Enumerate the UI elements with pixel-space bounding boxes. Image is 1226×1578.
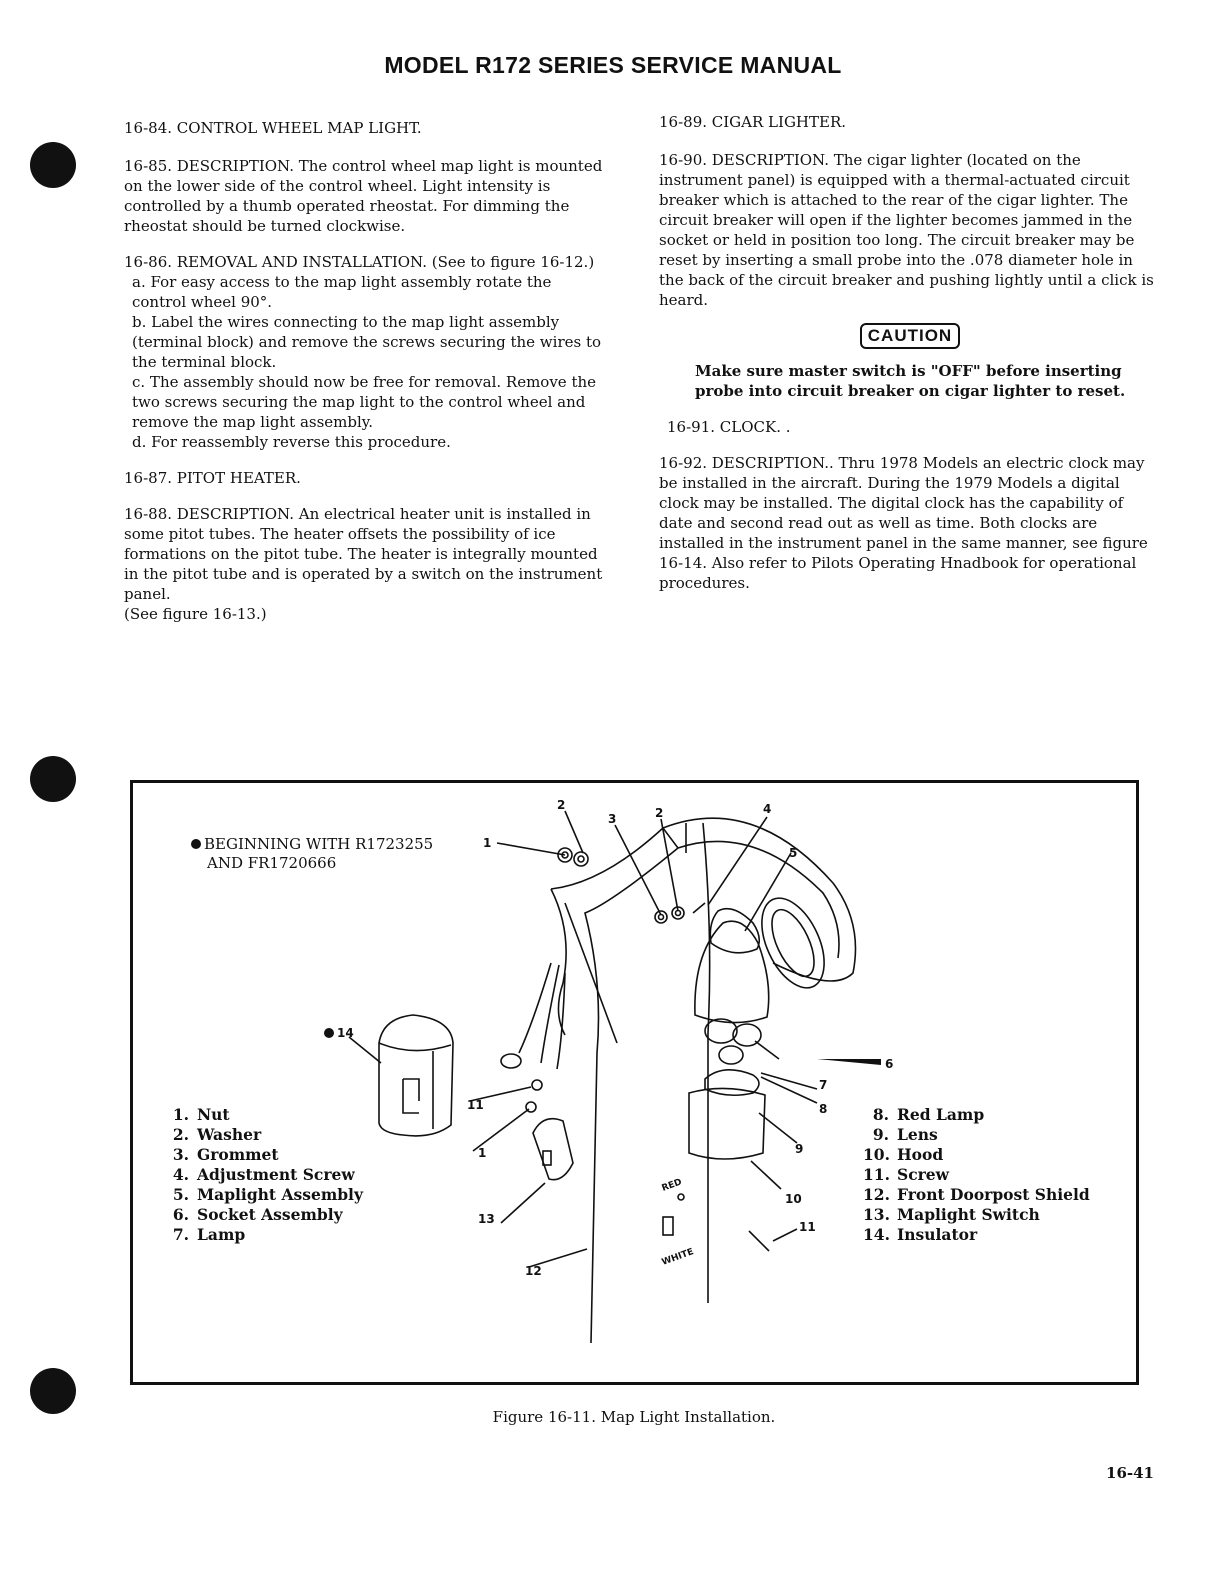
legend-item — [863, 1165, 1090, 1185]
left-column — [124, 118, 610, 624]
caution-text: Make sure master switch is "OFF" before inserting probe into circuit breaker on cigar lighter to reset. — [695, 362, 1126, 400]
legend-item — [863, 1125, 1090, 1145]
legend-item — [163, 1205, 363, 1225]
legend-label: Maplight Switch — [897, 1205, 1040, 1224]
white-terminal-label: WHITE — [660, 1247, 696, 1268]
legend-number: 3. — [172, 1145, 189, 1164]
legend-label: Lamp — [197, 1225, 246, 1244]
legend-item — [163, 1125, 363, 1145]
legend-number: 12. — [863, 1185, 890, 1204]
legend-number: 5. — [172, 1185, 189, 1204]
callout-8: 8 — [819, 1102, 828, 1116]
wire — [541, 965, 559, 1063]
legend-label: Front Doorpost Shield — [897, 1185, 1090, 1204]
callout-14: 14 — [337, 1026, 354, 1040]
callout-2: 2 — [557, 798, 566, 812]
legend-label: Adjustment Screw — [197, 1165, 355, 1184]
binder-hole — [30, 756, 76, 802]
callout-10: 10 — [785, 1192, 802, 1206]
callout-7: 7 — [819, 1078, 828, 1092]
legend-left — [163, 1105, 363, 1245]
callout-12: 12 — [525, 1264, 542, 1278]
legend-item — [863, 1205, 1090, 1225]
legend-number: 6. — [172, 1205, 189, 1224]
legend-item — [163, 1185, 363, 1205]
callout-1: 1 — [478, 1146, 487, 1160]
legend-right — [863, 1105, 1090, 1245]
callout-2: 2 — [655, 806, 664, 820]
legend-label: Lens — [897, 1125, 938, 1144]
legend-label: Screw — [897, 1165, 950, 1184]
list-item: c. The assembly should now be free for removal. Remove the two screws securing the map light to the control wheel and remove the map light assembly. — [132, 373, 597, 431]
page-number: 16-41 — [1106, 1464, 1154, 1482]
note-line: BEGINNING WITH R1723255 — [204, 835, 434, 853]
legend-number: 7. — [172, 1225, 189, 1244]
callout-11: 11 — [799, 1220, 816, 1234]
map-light-diagram — [133, 783, 1136, 1382]
section-heading: 16-87. PITOT HEATER. — [124, 469, 301, 487]
legend-number: 11. — [863, 1165, 890, 1184]
callout-11: 11 — [467, 1098, 484, 1112]
legend-number: 8. — [872, 1105, 889, 1124]
legend-number: 2. — [172, 1125, 189, 1144]
note-line: AND FR1720666 — [207, 854, 337, 872]
page-header: MODEL R172 SERIES SERVICE MANUAL — [384, 52, 842, 78]
right-column — [659, 112, 1161, 593]
callout-6: 6 — [885, 1057, 894, 1071]
legend-label: Grommet — [197, 1145, 279, 1164]
legend-item — [163, 1105, 363, 1125]
section-heading: 16-91. CLOCK. . — [667, 418, 791, 436]
legend-number: 1. — [172, 1105, 189, 1124]
legend-label: Red Lamp — [897, 1105, 985, 1124]
legend-label: Maplight Assembly — [197, 1185, 363, 1204]
legend-item — [863, 1185, 1090, 1205]
paragraph: (See figure 16-13.) — [124, 605, 267, 623]
wire — [519, 963, 551, 1053]
legend-number: 9. — [872, 1125, 889, 1144]
caution-label: CAUTION — [860, 323, 960, 349]
legend-number: 4. — [172, 1165, 189, 1184]
section-heading: 16-84. CONTROL WHEEL MAP LIGHT. — [124, 119, 422, 137]
paragraph: 16-90. DESCRIPTION. The cigar lighter (located on the instrument panel) is equipped with a thermal-actuated circuit breaker which is attached to the rear of the cigar lighter. The circuit breaker will open if the lighter becomes jammed in the socket or held in position too long. The circuit breaker may be reset by inserting a small probe into the .078 diameter hole in the back of the circuit breaker and pushing lightly until a click is heard. — [659, 151, 1154, 309]
callout-9: 9 — [795, 1142, 804, 1156]
legend-item — [163, 1165, 363, 1185]
paragraph: 16-88. DESCRIPTION. An electrical heater unit is installed in some pitot tubes. The heater offsets the possibility of ice formations on the pitot tube. The heater is integrally mounted in the pitot tube and is operated by a switch on the instrument panel. — [124, 505, 603, 603]
legend-item — [163, 1225, 363, 1245]
insulator — [379, 1015, 453, 1136]
legend-number: 10. — [863, 1145, 890, 1164]
binder-hole — [30, 142, 76, 188]
legend-item — [163, 1145, 363, 1165]
hood — [689, 1088, 765, 1159]
legend-number: 14. — [863, 1225, 890, 1244]
list-item: a. For easy access to the map light assembly rotate the control wheel 90°. — [132, 273, 552, 311]
legend-label: Hood — [897, 1145, 944, 1164]
maplight-switch — [533, 1119, 573, 1180]
callout-4: 4 — [763, 802, 772, 816]
legend-label: Insulator — [897, 1225, 978, 1244]
legend-label: Nut — [197, 1105, 230, 1124]
list-item: d. For reassembly reverse this procedure. — [132, 433, 451, 451]
callout-5: 5 — [789, 846, 798, 860]
callout-13: 13 — [478, 1212, 495, 1226]
section-heading: 16-89. CIGAR LIGHTER. — [659, 113, 847, 131]
callout-3: 3 — [608, 812, 617, 826]
callout-1: 1 — [483, 836, 492, 850]
maplight-housing — [695, 921, 769, 1022]
paragraph: 16-92. DESCRIPTION.. Thru 1978 Models an electric clock may be installed in the aircraft. During the 1979 Models a digital clock may be installed. The digital clock has the capability of date and second read out as well as time. Both clocks are installed in the instrument panel in the same manner, see figure 16-14. Also refer to Pilots Operating Hnadbook for operational procedures. — [659, 454, 1148, 592]
legend-item — [863, 1225, 1090, 1245]
legend-item — [863, 1105, 1090, 1125]
list-item: b. Label the wires connecting to the map light assembly (terminal block) and remove the screws securing the wires to the terminal block. — [132, 313, 602, 371]
figure-frame — [130, 780, 1139, 1385]
figure-caption: Figure 16-11. Map Light Installation. — [492, 1408, 776, 1426]
red-terminal-label: RED — [660, 1177, 684, 1194]
legend-item — [863, 1145, 1090, 1165]
doorpost-shield — [551, 828, 678, 1343]
legend-number: 13. — [863, 1205, 890, 1224]
legend-label: Socket Assembly — [197, 1205, 343, 1224]
section-heading: 16-86. REMOVAL AND INSTALLATION. (See to figure 16-12.) — [124, 253, 595, 271]
legend-label: Washer — [197, 1125, 262, 1144]
paragraph: 16-85. DESCRIPTION. The control wheel map light is mounted on the lower side of the control wheel. Light intensity is controlled by a thumb operated rheostat. For dimming the rheostat should be turned clockwise. — [124, 157, 603, 235]
